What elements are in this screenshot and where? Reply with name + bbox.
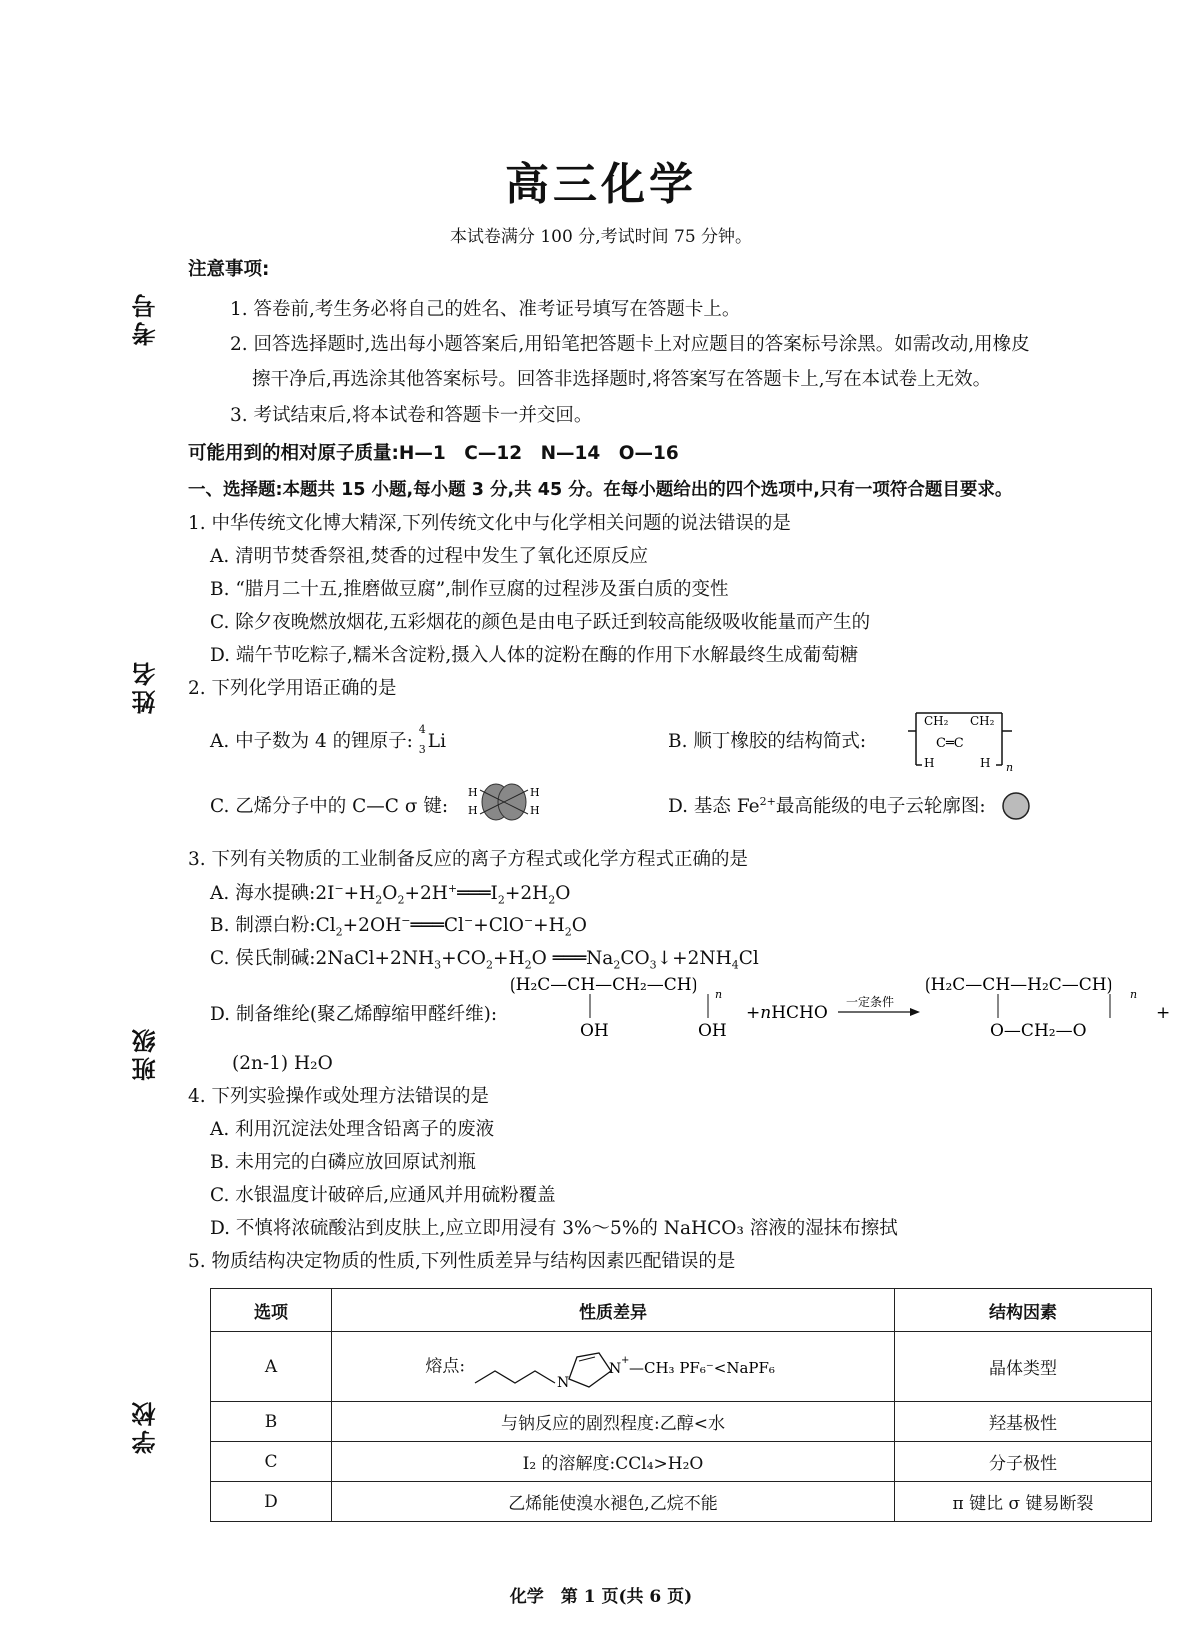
notice-heading: 注意事项: (188, 259, 270, 280)
table-row (211, 1332, 1152, 1402)
page-subtitle: 本试卷满分 100 分,考试时间 75 分钟。 (449, 227, 753, 247)
q3-option-b-text: B. 制漂白粉: (210, 915, 316, 936)
row-d-option: D (211, 1482, 332, 1522)
q4-option-d: D. 不慎将浓硫酸沾到皮肤上,应立即用浸有 3%～5%的 NaHCO₃ 溶液的湿抹布擦拭 (210, 1218, 898, 1239)
svg-text:—CH₃ PF₆⁻<NaPF₆: —CH₃ PF₆⁻<NaPF₆ (628, 1358, 775, 1377)
q3-option-c: C. 侯氏制碱$:2NaCl+2NH_3+CO_2+H_2O$ $═══Na_2CO_3↓+2NH_4Cl$ (210, 948, 759, 972)
side-label-name: 姓名 (132, 658, 160, 714)
atomic-mass-line: 可能用到的相对原子质量:H—1 C—12 N—14 O—16 (188, 443, 679, 464)
q2-option-c: C. 乙烯分子中的 C—C σ 键: (210, 796, 449, 817)
svg-text:+: + (1156, 1003, 1170, 1023)
notice-item-3: 3. 考试结束后,将本试卷和答题卡一并交回。 (230, 405, 593, 426)
q2-option-d-text-2: 最高能级的电子云轮廓图: (775, 796, 986, 817)
svg-text:n: n (1006, 761, 1014, 774)
q3-option-b: B. 制漂白粉$:Cl_2+2OH^-═══Cl^-+ClO^-+H_2O$ (210, 913, 587, 939)
svg-text:n: n (715, 988, 723, 1001)
svg-text:H: H (468, 786, 478, 799)
svg-text:H: H (468, 804, 478, 817)
q5-table (210, 1288, 1152, 1522)
notice-item-2b: 擦干净后,再选涂其他答案标号。回答非选择题时,将答案写在答题卡上,写在本试卷上无效。 (252, 369, 992, 390)
q1-option-d: D. 端午节吃粽子,糯米含淀粉,摄入人体的淀粉在酶的作用下水解最终生成葡萄糖 (210, 645, 859, 666)
row-a-factor: 晶体类型 (895, 1332, 1152, 1402)
q3-stem: 3. 下列有关物质的工业制备反应的离子方程式或化学方程式正确的是 (188, 849, 749, 870)
header-option: 选项 (211, 1289, 332, 1332)
row-c-factor: 分子极性 (895, 1442, 1152, 1482)
q3-option-d-tail: (2n-1) H₂O (232, 1053, 333, 1074)
side-label-school: 学校 (132, 1398, 160, 1454)
q4-stem: 4. 下列实验操作或处理方法错误的是 (188, 1086, 490, 1107)
q2-option-a (210, 723, 453, 756)
svg-text:C═C: C═C (936, 736, 964, 751)
svg-text:OH: OH (698, 1021, 727, 1041)
svg-text:CH₂: CH₂ (924, 714, 949, 728)
table-row (211, 1402, 1152, 1442)
q1-option-b: B. “腊月二十五,推磨做豆腐”,制作豆腐的过程涉及蛋白质的变性 (210, 579, 729, 600)
q2-option-d: D. 基态 $Fe^{2+}$最高能级的电子云轮廓图: (668, 794, 986, 817)
q3-option-a: A. 海水提碘$:2I^-+H_2O_2+2H^+═══I_2+2H_2O$ (210, 881, 571, 907)
q2-option-d-text-1: D. 基态 Fe (668, 796, 760, 817)
q4-option-a: A. 利用沉淀法处理含铅离子的废液 (210, 1119, 495, 1140)
notice-item-2a: 2. 回答选择题时,选出每小题答案后,用铅笔把答题卡上对应题目的答案标号涂黑。如需改动,用橡皮 (230, 334, 1030, 355)
svg-text:N: N (608, 1360, 621, 1377)
row-d-difference: 乙烯能使溴水褪色,乙烷不能 (332, 1482, 895, 1522)
svg-text:H: H (924, 756, 935, 770)
q4-option-b: B. 未用完的白磷应放回原试剂瓶 (210, 1152, 476, 1173)
ionic-liquid-structure (471, 1339, 801, 1395)
q2-stem: 2. 下列化学用语正确的是 (188, 678, 397, 699)
row-c-option: C (211, 1442, 332, 1482)
q4-option-c: C. 水银温度计破碎后,应通风并用硫粉覆盖 (210, 1185, 556, 1206)
lithium-nuclide: 4 3 Li (418, 723, 446, 756)
header-structural-factor: 结构因素 (895, 1289, 1152, 1332)
side-label-exam-number: 考号 (132, 290, 160, 346)
q2-option-a-text: A. 中子数为 4 的锂原子: (210, 731, 413, 752)
page-title: 高三化学 (505, 159, 697, 210)
row-b-factor: 羟基极性 (895, 1402, 1152, 1442)
svg-text:H: H (530, 786, 540, 799)
q3-option-d: D. 制备维纶(聚乙烯醇缩甲醛纤维): (210, 1004, 498, 1025)
svg-text:H: H (980, 756, 991, 770)
svg-text:n: n (1130, 988, 1138, 1001)
svg-text:O—CH₂—O: O—CH₂—O (990, 1021, 1087, 1041)
svg-text:+: + (620, 1354, 629, 1366)
q3-d-condition: 一定条件 (846, 995, 895, 1009)
svg-text:OH: OH (580, 1021, 609, 1041)
svg-text:N: N (556, 1374, 569, 1391)
notice-item-1: 1. 答卷前,考生务必将自己的姓名、准考证号填写在答题卡上。 (230, 299, 741, 320)
q2-option-b: B. 顺丁橡胶的结构简式: (668, 731, 867, 752)
svg-text:+nHCHO: +nHCHO (746, 1003, 828, 1023)
row-c-difference: I₂ 的溶解度:CCl₄>H₂O (332, 1442, 895, 1482)
row-a-difference-text: 熔点: (425, 1356, 466, 1376)
q3-option-c-text: C. 侯氏制碱: (210, 948, 316, 969)
header-property-difference: 性质差异 (332, 1289, 895, 1332)
q3-option-a-text: A. 海水提碘: (210, 883, 316, 904)
row-b-difference: 与钠反应的剧烈程度:乙醇<水 (332, 1402, 895, 1442)
s-orbital-circle (1000, 790, 1032, 822)
row-d-factor: π 键比 σ 键易断裂 (895, 1482, 1152, 1522)
svg-text:⟮H₂C—CH—CH₂—CH⟯: ⟮H₂C—CH—CH₂—CH⟯ (510, 975, 698, 995)
sigma-bond-orbital-diagram (466, 780, 542, 824)
q1-stem: 1. 中华传统文化博大精深,下列传统文化中与化学相关问题的说法错误的是 (188, 513, 791, 534)
row-a-option: A (211, 1332, 332, 1402)
svg-text:⟮H₂C—CH—H₂C—CH⟯: ⟮H₂C—CH—H₂C—CH⟯ (925, 975, 1113, 995)
side-label-class: 班级 (132, 1025, 160, 1081)
svg-text:H: H (530, 804, 540, 817)
table-row (211, 1482, 1152, 1522)
page-footer: 化学 第 1 页(共 6 页) (509, 1587, 693, 1607)
cis-polybutadiene-structure (898, 705, 1018, 775)
svg-text:CH₂: CH₂ (970, 714, 995, 728)
table-header-row (211, 1289, 1152, 1332)
section-1-heading: 一、选择题:本题共 15 小题,每小题 3 分,共 45 分。在每小题给出的四个选项中,只有一项符合题目要求。 (188, 480, 1013, 500)
row-a-difference (332, 1332, 895, 1402)
q1-option-c: C. 除夕夜晚燃放烟花,五彩烟花的颜色是由电子跃迁到较高能级吸收能量而产生的 (210, 612, 871, 633)
q5-stem: 5. 物质结构决定物质的性质,下列性质差异与结构因素匹配错误的是 (188, 1251, 736, 1272)
table-row (211, 1442, 1152, 1482)
row-b-option: B (211, 1402, 332, 1442)
vinylon-equation (510, 968, 1170, 1048)
q1-option-a: A. 清明节焚香祭祖,焚香的过程中发生了氧化还原反应 (210, 546, 649, 567)
